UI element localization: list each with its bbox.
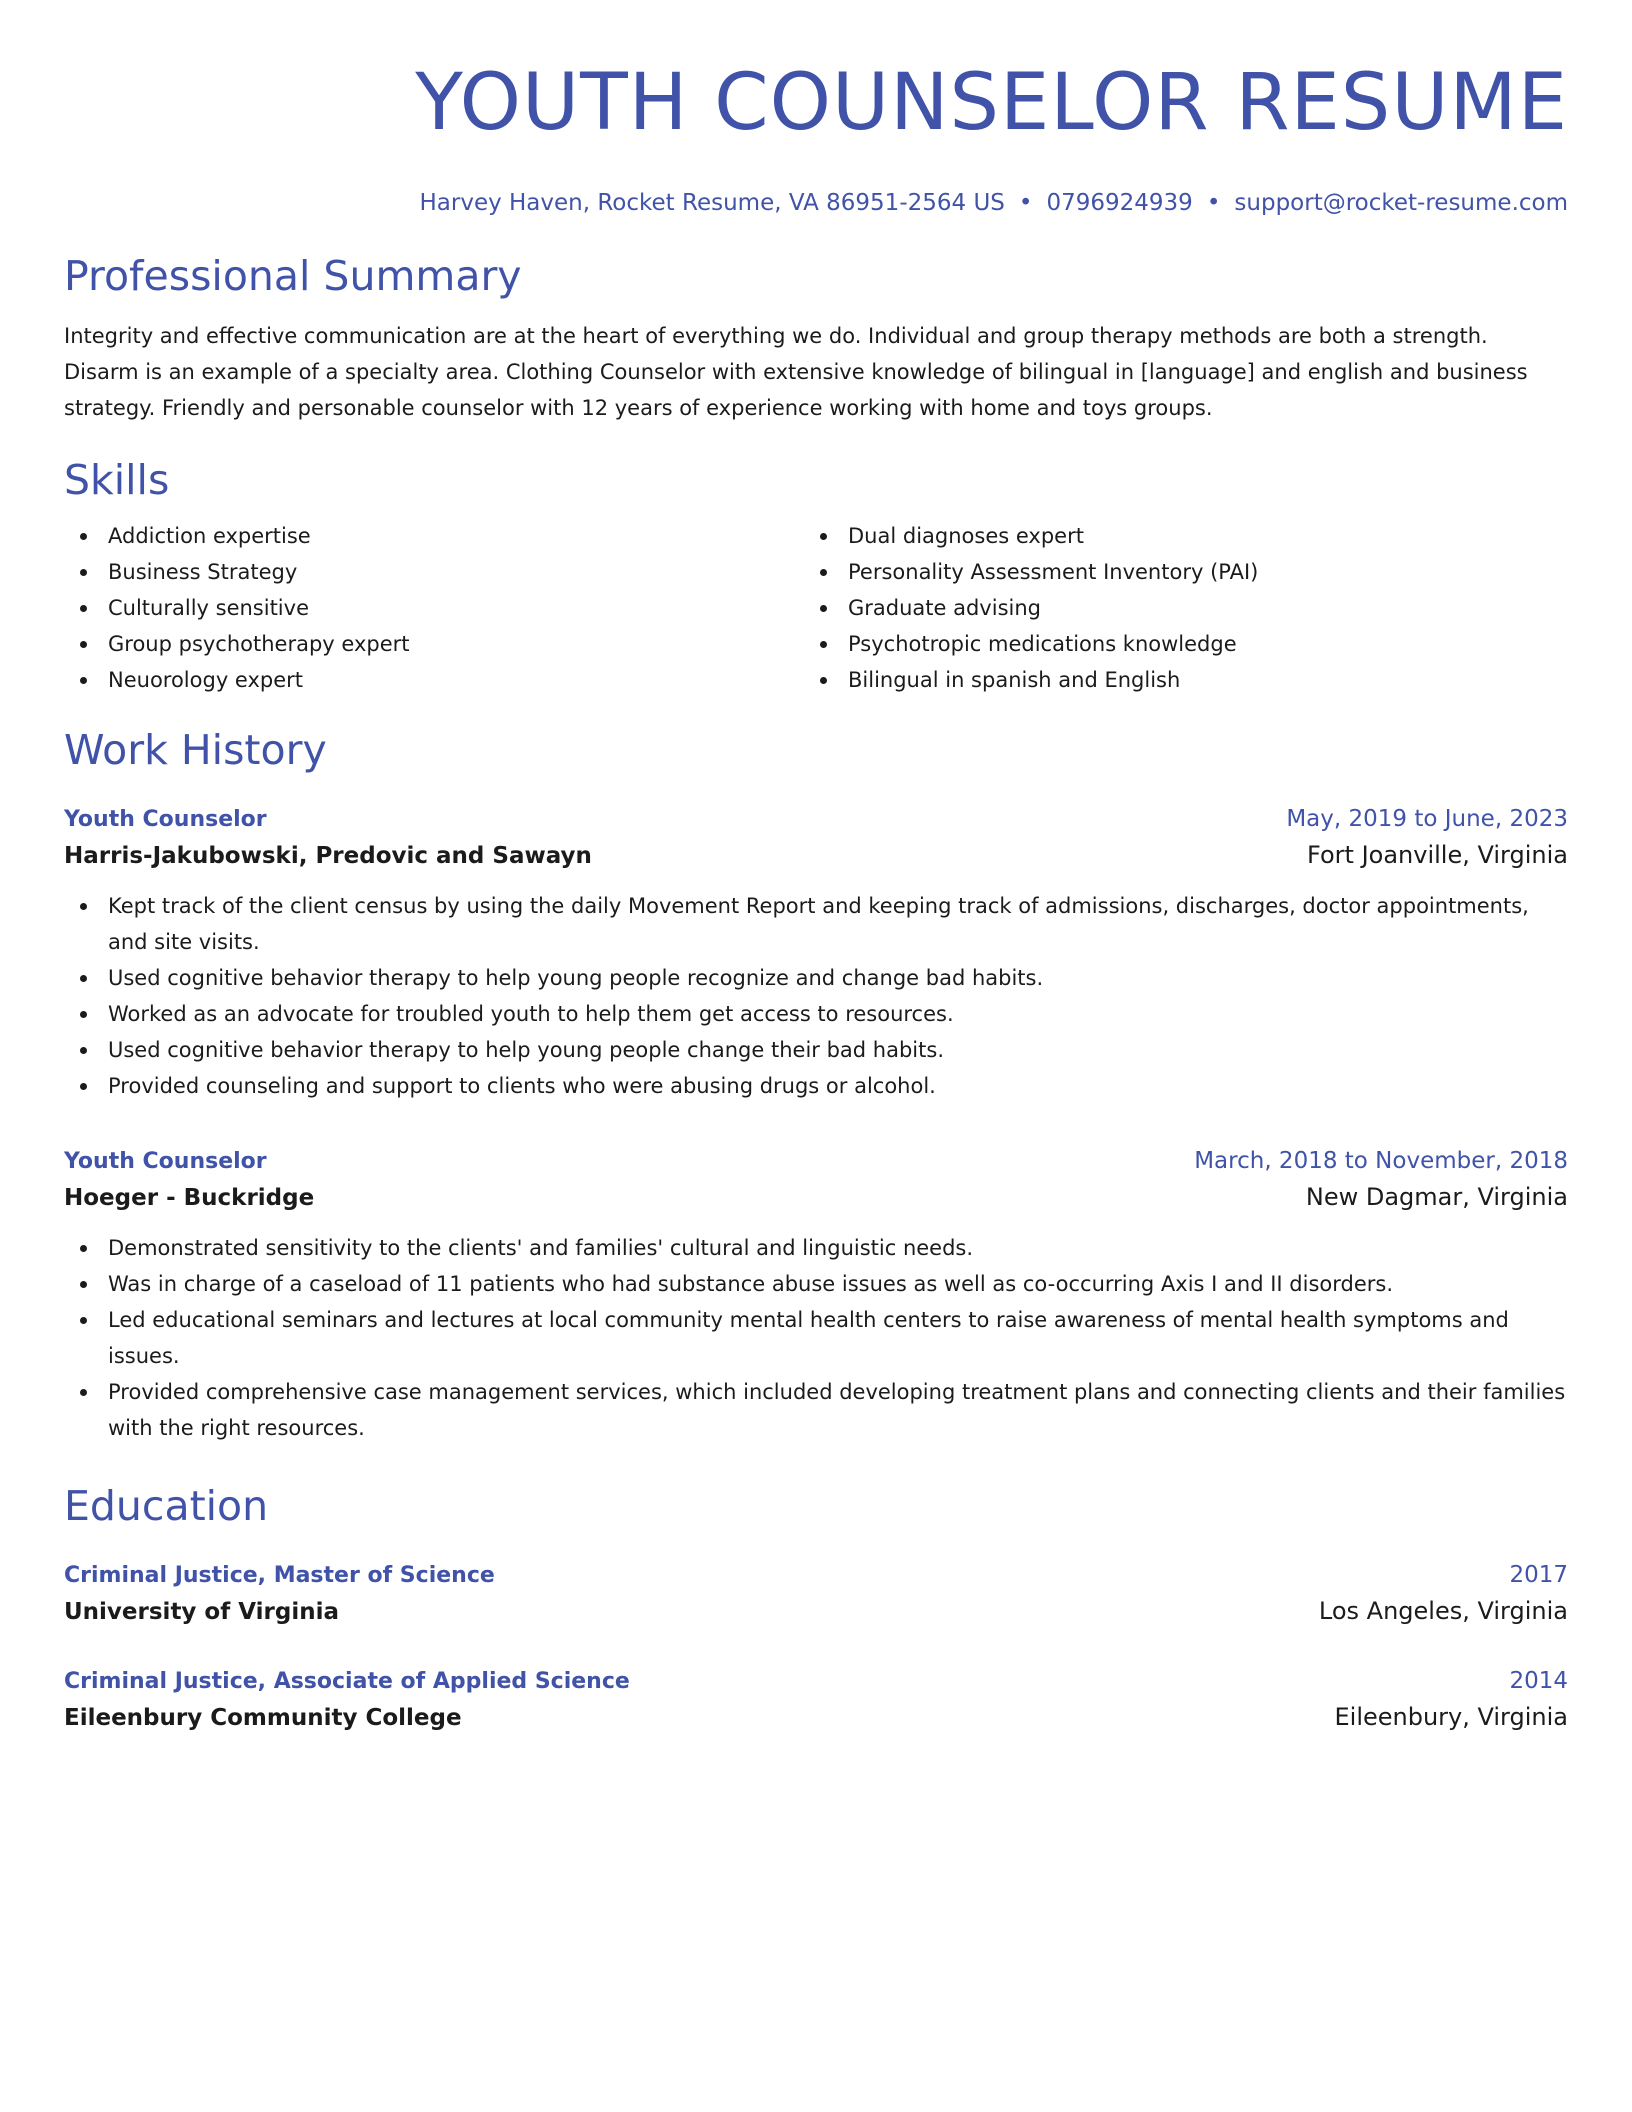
job-location: Fort Joanville, Virginia (1307, 841, 1568, 869)
skill-item: Culturally sensitive (64, 590, 804, 626)
skill-item: Graduate advising (804, 590, 1544, 626)
job-bullet: Demonstrated sensitivity to the clients' and families' cultural and linguistic needs. (64, 1230, 1568, 1266)
job-entry (64, 802, 1568, 1104)
education-section (64, 1480, 1568, 1736)
skill-item: Business Strategy (64, 554, 804, 590)
resume-title: YOUTH COUNSELOR RESUME (415, 58, 1568, 148)
work-history-section (64, 724, 1568, 1446)
education-school-row (64, 1699, 1568, 1736)
job-bullets (64, 1230, 1568, 1446)
contact-separator: • (1206, 190, 1221, 216)
skill-item: Neuorology expert (64, 662, 804, 698)
education-degree-row (64, 1664, 1568, 1699)
skill-item: Bilingual in spanish and English (804, 662, 1544, 698)
skills-column-left (64, 518, 804, 698)
education-location: Los Angeles, Virginia (1318, 1597, 1568, 1625)
education-location: Eileenbury, Virginia (1334, 1703, 1568, 1731)
education-school-row (64, 1593, 1568, 1630)
job-title-row (64, 1144, 1568, 1179)
job-bullet: Used cognitive behavior therapy to help young people change their bad habits. (64, 1032, 1568, 1068)
job-location: New Dagmar, Virginia (1305, 1183, 1568, 1211)
job-bullets (64, 888, 1568, 1104)
job-bullet: Worked as an advocate for troubled youth to help them get access to resources. (64, 996, 1568, 1032)
resume-header (64, 56, 1568, 220)
education-year: 2014 (1509, 1668, 1568, 1694)
contact-phone: 0796924939 (1046, 190, 1193, 216)
work-history-heading: Work History (64, 726, 327, 774)
summary-text: Integrity and effective communication are at the heart of everything we do. Individual and group therapy methods are both a strength. Disarm is an example of a specialty area. Clothing Counselor with extensive knowledge of bilingual in [language] and english and business strategy. Friendly and personable counselor with 12 years of experience working with home and toys groups. (64, 324, 1528, 420)
education-degree: Criminal Justice, Master of Science (64, 1563, 495, 1588)
summary-heading: Professional Summary (64, 252, 522, 300)
contact-line (64, 186, 1568, 220)
job-company: Harris-Jakubowski, Predovic and Sawayn (64, 843, 592, 869)
job-company: Hoeger - Buckridge (64, 1185, 315, 1211)
summary-section (64, 250, 1568, 426)
skill-item: Addiction expertise (64, 518, 804, 554)
skill-item: Psychotropic medications knowledge (804, 626, 1544, 662)
education-heading: Education (64, 1482, 269, 1530)
education-entry (64, 1664, 1568, 1736)
job-bullet: Provided comprehensive case management services, which included developing treatment plans and connecting clients and their families with the right resources. (64, 1374, 1568, 1446)
job-bullet: Kept track of the client census by using the daily Movement Report and keeping track of admissions, discharges, doctor appointments, and site visits. (64, 888, 1568, 960)
job-bullet: Provided counseling and support to clients who were abusing drugs or alcohol. (64, 1068, 1568, 1104)
education-year: 2017 (1509, 1562, 1568, 1588)
job-company-row (64, 1179, 1568, 1216)
education-school: Eileenbury Community College (64, 1705, 462, 1731)
skill-item: Group psychotherapy expert (64, 626, 804, 662)
skills-section (64, 454, 1568, 698)
skill-item: Personality Assessment Inventory (PAI) (804, 554, 1544, 590)
contact-separator: • (1018, 190, 1033, 216)
job-title-row (64, 802, 1568, 837)
job-company-row (64, 837, 1568, 874)
job-bullet: Was in charge of a caseload of 11 patients who had substance abuse issues as well as co-occurring Axis I and II disorders. (64, 1266, 1568, 1302)
education-degree: Criminal Justice, Associate of Applied Science (64, 1669, 630, 1694)
skills-grid (64, 518, 1568, 698)
job-dates: May, 2019 to June, 2023 (1286, 806, 1568, 832)
skills-column-right (804, 518, 1544, 698)
skill-item: Dual diagnoses expert (804, 518, 1544, 554)
education-entry (64, 1558, 1568, 1630)
contact-email: support@rocket-resume.com (1234, 190, 1568, 216)
job-entry (64, 1144, 1568, 1446)
job-bullet: Used cognitive behavior therapy to help young people recognize and change bad habits. (64, 960, 1568, 996)
skills-heading: Skills (64, 456, 170, 504)
job-title: Youth Counselor (64, 1149, 267, 1174)
education-degree-row (64, 1558, 1568, 1593)
job-dates: March, 2018 to November, 2018 (1194, 1148, 1568, 1174)
contact-address: Harvey Haven, Rocket Resume, VA 86951-2564 US (419, 190, 1005, 216)
education-school: University of Virginia (64, 1599, 340, 1625)
job-bullet: Led educational seminars and lectures at local community mental health centers to raise awareness of mental health symptoms and issues. (64, 1302, 1568, 1374)
job-title: Youth Counselor (64, 807, 267, 832)
